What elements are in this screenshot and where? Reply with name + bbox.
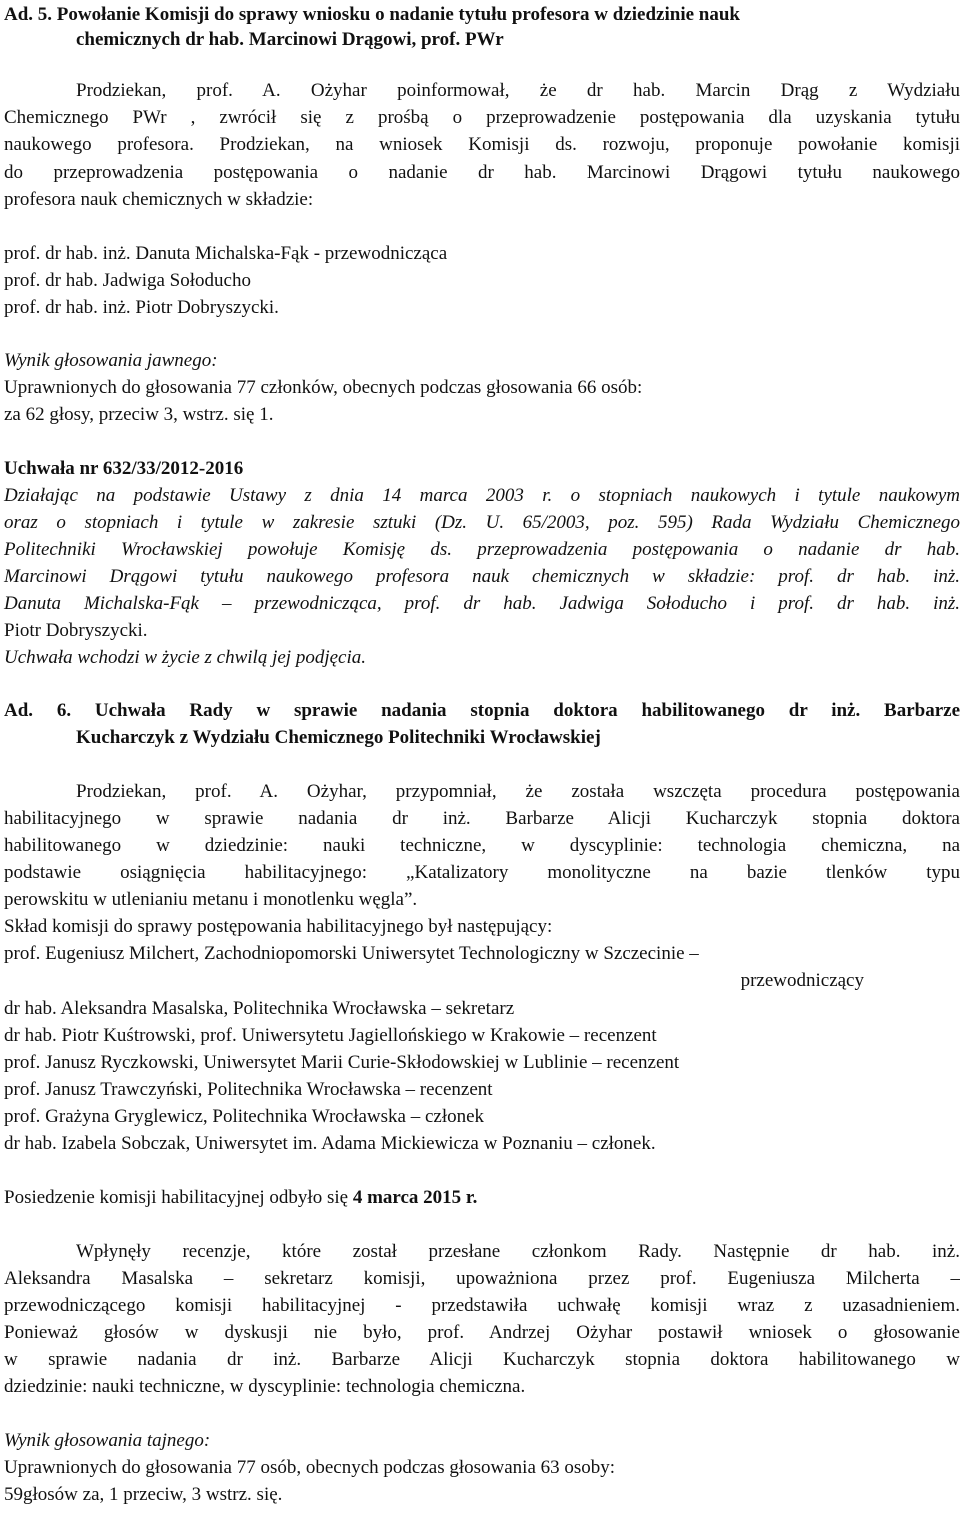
- resolution-effect-line: Uchwała wchodzi w życie z chwilą jej podjęcia.: [4, 647, 367, 668]
- ad5-paragraph-line: profesora nauk chemicznych w składzie:: [4, 189, 314, 210]
- ad5-heading-line-1: Ad. 5. Powołanie Komisji do sprawy wniosku o nadanie tytułu profesora w dziedzinie nauk: [4, 4, 740, 25]
- ad6-paragraph-line: habilitowanego w dziedzinie: nauki techniczne, w dyscyplinie: technologia chemiczna, na: [4, 835, 960, 856]
- resolution-title: Uchwała nr 632/33/2012-2016: [4, 458, 244, 479]
- ad6-paragraph2-line: w sprawie nadania dr inż. Barbarze Alicji Kucharczyk stopnia doktora habilitowanego w: [4, 1349, 960, 1370]
- ad5-paragraph-line: do przeprowadzenia postępowania o nadanie dr hab. Marcinowi Drągowi tytułu naukowego: [4, 162, 960, 183]
- resolution-line: Piotr Dobryszycki.: [4, 620, 148, 641]
- committee-member: prof. Eugeniusz Milchert, Zachodniopomorski Uniwersytet Technologiczny w Szczecinie –: [4, 943, 699, 964]
- ad6-paragraph2-line: Aleksandra Masalska – sekretarz komisji, upoważniona przez prof. Eugeniusza Milcherta –: [4, 1268, 960, 1289]
- committee-member-role: przewodniczący: [740, 970, 864, 991]
- committee-member: prof. dr hab. inż. Piotr Dobryszycki.: [4, 297, 279, 318]
- committee-member: dr hab. Izabela Sobczak, Uniwersytet im. Adama Mickiewicza w Poznaniu – członek.: [4, 1133, 656, 1154]
- ad6-paragraph2-line: Wpłynęły recenzje, które został przesłane członkom Rady. Następnie dr hab. inż.: [76, 1241, 960, 1262]
- resolution-line: Działając na podstawie Ustawy z dnia 14 marca 2003 r. o stopniach naukowych i tytule naukowym: [4, 485, 960, 506]
- committee-intro: Skład komisji do sprawy postępowania habilitacyjnego był następujący:: [4, 916, 553, 937]
- meeting-prefix: Posiedzenie komisji habilitacyjnej odbyło się: [4, 1187, 353, 1208]
- ad6-paragraph2-line: przewodniczącego komisji habilitacyjnej - przedstawiła uchwałę komisji wraz z uzasadnieniem.: [4, 1295, 960, 1316]
- committee-member: prof. Janusz Ryczkowski, Uniwersytet Marii Curie-Skłodowskiej w Lublinie – recenzent: [4, 1052, 680, 1073]
- ad5-paragraph-line: Prodziekan, prof. A. Ożyhar poinformował, że dr hab. Marcin Drąg z Wydziału: [76, 80, 960, 101]
- ad6-heading-line-1: Ad. 6. Uchwała Rady w sprawie nadania stopnia doktora habilitowanego dr inż. Barbarze: [4, 700, 960, 721]
- meeting-line: [4, 1185, 477, 1210]
- ad6-heading-line-2: Kucharczyk z Wydziału Chemicznego Politechniki Wrocławskiej: [76, 727, 601, 748]
- committee-member: prof. dr hab. inż. Danuta Michalska-Fąk - przewodnicząca: [4, 243, 448, 264]
- vote-result-line: Uprawnionych do głosowania 77 członków, obecnych podczas głosowania 66 osób:: [4, 377, 643, 398]
- ad6-paragraph-line: perowskitu w utlenianiu metanu i monotlenku węgla”.: [4, 889, 418, 910]
- vote-result-line: za 62 głosy, przeciw 3, wstrz. się 1.: [4, 404, 274, 425]
- ad6-paragraph2-line: Ponieważ głosów w dyskusji nie było, prof. Andrzej Ożyhar postawił wniosek o głosowanie: [4, 1322, 960, 1343]
- ad5-paragraph-line: Chemicznego PWr , zwrócił się z prośbą o przeprowadzenie postępowania dla uzyskania tytułu: [4, 107, 960, 128]
- ad6-paragraph-line: habilitacyjnego w sprawie nadania dr inż. Barbarze Alicji Kucharczyk stopnia doktora: [4, 808, 960, 829]
- resolution-line: Politechniki Wrocławskiej powołuje Komisję ds. przeprowadzenia postępowania o nadanie dr hab.: [4, 539, 960, 560]
- vote-label: Wynik głosowania jawnego:: [4, 350, 218, 371]
- committee-member: prof. Janusz Trawczyński, Politechnika Wrocławska – recenzent: [4, 1079, 493, 1100]
- ad6-paragraph-line: Prodziekan, prof. A. Ożyhar, przypomniał, że została wszczęta procedura postępowania: [76, 781, 960, 802]
- vote-result-line: 59głosów za, 1 przeciw, 3 wstrz. się.: [4, 1484, 283, 1505]
- ad5-paragraph-line: naukowego profesora. Prodziekan, na wniosek Komisji ds. rozwoju, proponuje powołanie komisji: [4, 134, 960, 155]
- committee-member: prof. Grażyna Gryglewicz, Politechnika Wrocławska – członek: [4, 1106, 485, 1127]
- committee-member: dr hab. Piotr Kuśtrowski, prof. Uniwersytetu Jagiellońskiego w Krakowie – recenzent: [4, 1025, 657, 1046]
- committee-member: dr hab. Aleksandra Masalska, Politechnika Wrocławska – sekretarz: [4, 998, 515, 1019]
- resolution-line: oraz o stopniach i tytule w zakresie sztuki (Dz. U. 65/2003, poz. 595) Rada Wydziału Chemicznego: [4, 512, 960, 533]
- ad5-heading-line-2: chemicznych dr hab. Marcinowi Drągowi, prof. PWr: [76, 29, 504, 50]
- vote-label: Wynik głosowania tajnego:: [4, 1430, 211, 1451]
- ad6-paragraph-line: podstawie osiągnięcia habilitacyjnego: „Katalizatory monolityczne na bazie tlenków typu: [4, 862, 960, 883]
- meeting-date: 4 marca 2015 r.: [352, 1187, 478, 1208]
- ad6-paragraph2-line: dziedzinie: nauki techniczne, w dyscyplinie: technologia chemiczna.: [4, 1376, 526, 1397]
- committee-member: prof. dr hab. Jadwiga Sołoducho: [4, 270, 251, 291]
- resolution-line: Danuta Michalska-Fąk – przewodnicząca, prof. dr hab. Jadwiga Sołoducho i prof. dr hab. inż.: [4, 593, 960, 614]
- vote-result-line: Uprawnionych do głosowania 77 osób, obecnych podczas głosowania 63 osoby:: [4, 1457, 616, 1478]
- resolution-line: Marcinowi Drągowi tytułu naukowego profesora nauk chemicznych w składzie: prof. dr hab. inż.: [4, 566, 960, 587]
